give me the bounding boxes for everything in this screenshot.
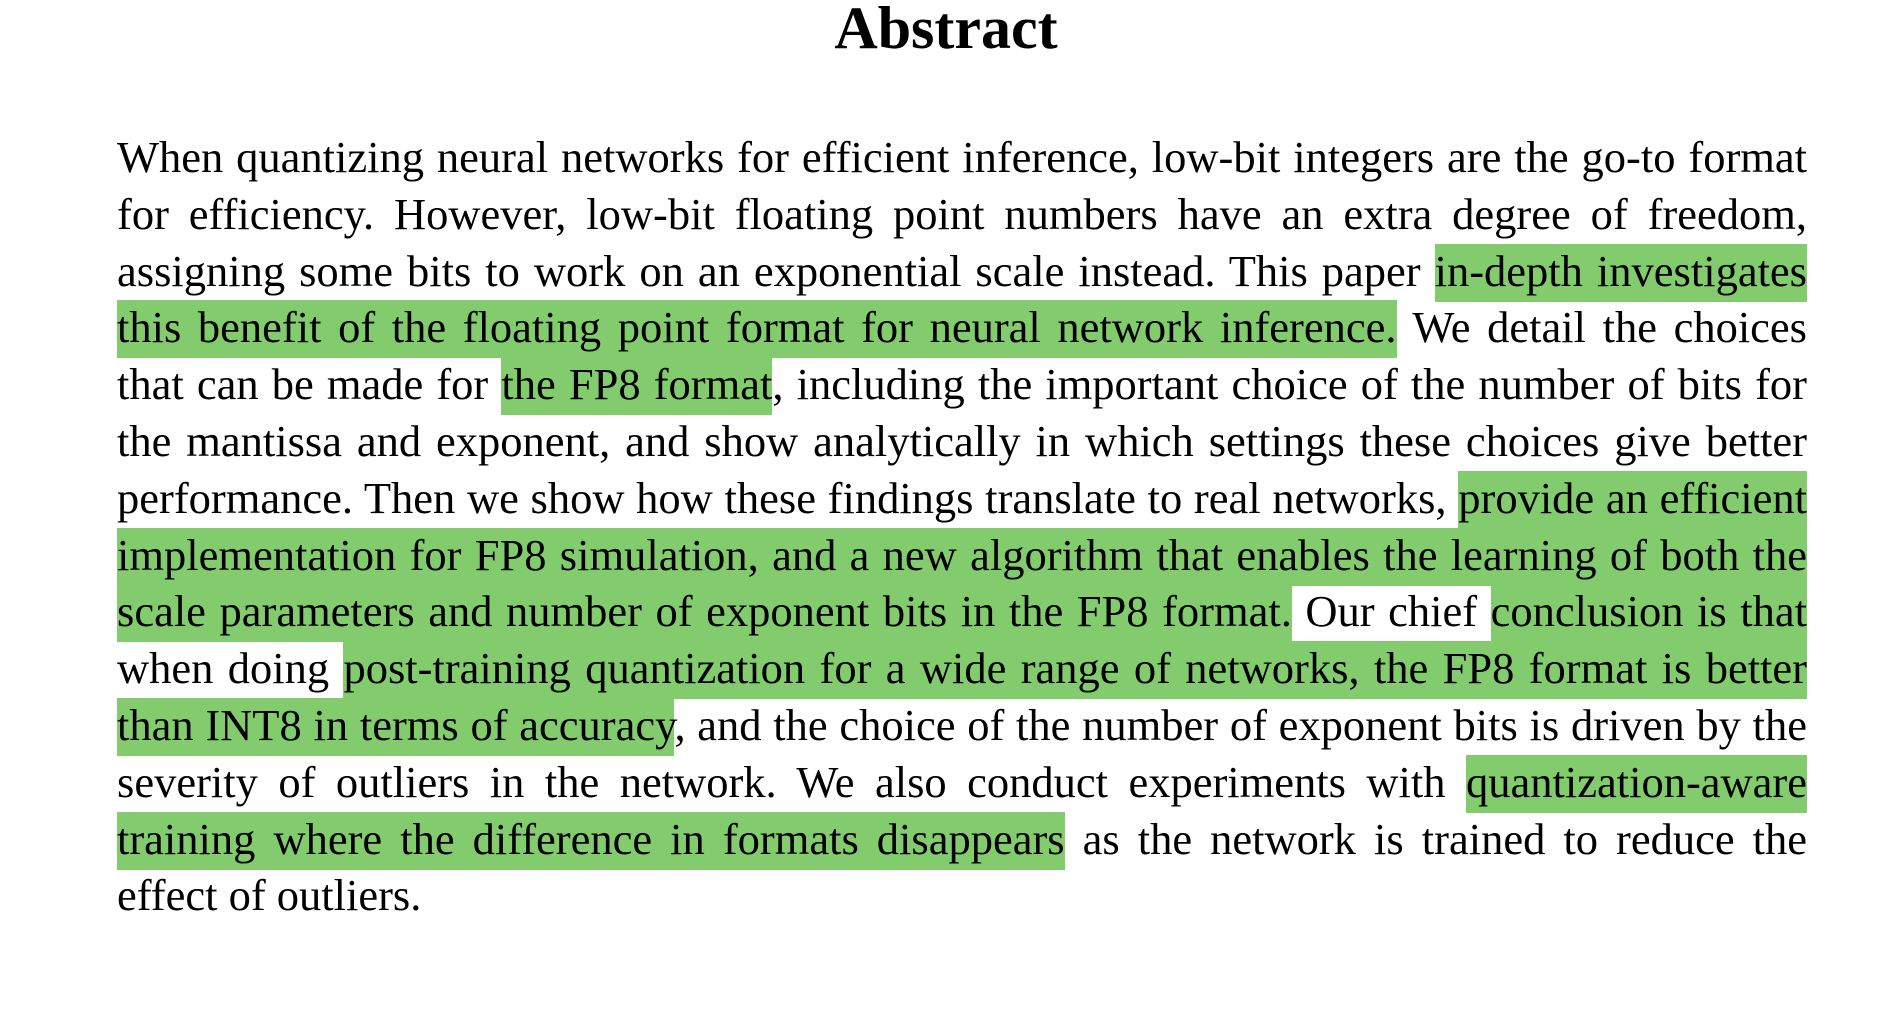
highlighted-text-segment: quantization-aware training where the difference in formats disappears <box>117 755 1807 870</box>
abstract-text-segment: We detail the choices that can be made for <box>117 302 1808 410</box>
abstract-text-segment: , including the important choice of the number of bits for the mantissa and exponent, and show analytically in which settings these choices give better performance. Then we show how these findings translate to real networks, <box>117 359 1807 523</box>
abstract-paragraph <box>117 129 1807 924</box>
highlighted-text-segment: the FP8 format <box>501 357 772 415</box>
abstract-text-segment: when doing <box>117 643 344 694</box>
abstract-text-segment: as the network is trained to reduce the effect of outliers. <box>117 813 1807 921</box>
abstract-text-segment: , and the choice of the number of exponent bits is driven by the severity of outliers in the network. We also conduct experiments with <box>117 699 1807 807</box>
abstract-heading: Abstract <box>834 0 1058 61</box>
highlighted-text-segment: provide an efficient implementation for FP8 simulation, and a new algorithm that enables the learning of both the scale parameters and number of exponent bits in the FP8 format. <box>117 471 1807 643</box>
highlighted-text-segment: in-depth investigates this benefit of the floating point format for neural network inference. <box>117 244 1807 359</box>
highlighted-text-segment: post-training quantization for a wide range of networks, the FP8 format is better than INT8 in terms of accuracy <box>117 641 1807 756</box>
abstract-text-segment: Our chief <box>1291 586 1491 637</box>
abstract-text-segment: When quantizing neural networks for efficient inference, low-bit integers are the go-to format for efficiency. However, low-bit floating point numbers have an extra degree of freedom, assigning some bits to work on an exponential scale instead. This paper <box>117 132 1807 296</box>
highlighted-text-segment: conclusion is that <box>1491 584 1807 642</box>
